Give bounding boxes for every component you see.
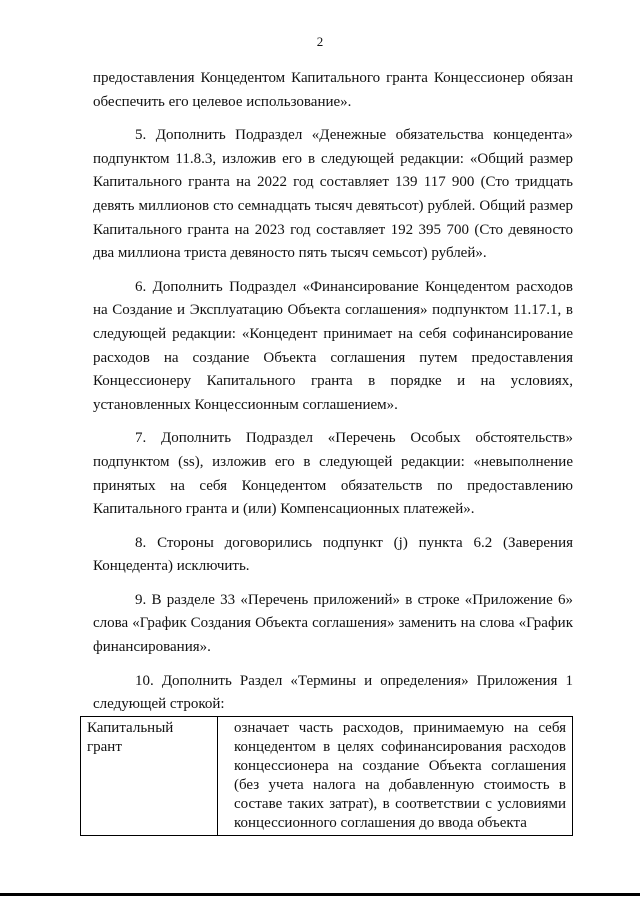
terms-table [80, 716, 573, 836]
table-row [81, 717, 573, 836]
paragraph-item-8: 8. Стороны договорились подпункт (j) пункта 6.2 (Заверения Концедента) исключить. [93, 534, 573, 575]
paragraph-item-5: 5. Дополнить Подраздел «Денежные обязательства концедента» подпунктом 11.8.3, изложив его в следующей редакции: «Общий размер Капитального гранта на 2022 год составляет 139 117 900 (Сто тридцать девять миллионов сто семнадцать тысяч девятьсот) рублей. Общий размер Капитального гранта на 2023 год составляет 192 395 700 (Сто девяносто два миллиона триста девяносто пять тысяч семьсот) рублей». [93, 127, 573, 262]
paragraph-item-7: 7. Дополнить Подраздел «Перечень Особых обстоятельств» подпунктом (ss), изложив его в следующей редакции: «невыполнение принятых на себя Концедентом обязательств по предоставлению Капитального гранта и (или) Компенсационных платежей». [93, 430, 573, 518]
paragraph-item-9: 9. В разделе 33 «Перечень приложений» в строке «Приложение 6» слова «График Создания Объекта соглашения» заменить на слова «График финансирования». [93, 591, 573, 656]
scan-edge-line [0, 893, 640, 896]
paragraph-item-6: 6. Дополнить Подраздел «Финансирование Концедентом расходов на Создание и Эксплуатацию Объекта соглашения» подпунктом 11.17.1, в следующей редакции: «Концедент принимает на себя софинансирование расходов на создание Объекта соглашения путем предоставления Концессионеру Капитального гранта в порядке и на условиях, установленных Концессионным соглашением». [93, 278, 573, 413]
paragraph-item-10: 10. Дополнить Раздел «Термины и определения» Приложения 1 следующей строкой: [93, 672, 573, 713]
definition-cell: означает часть расходов, принимаемую на себя концедентом в целях софинансирования расходов концессионера на создание Объекта соглашения (без учета налога на добавленную стоимость в составе таких затрат), в соответствии с условиями концессионного соглашения до ввода объекта [218, 717, 573, 836]
term-cell: Капитальный грант [81, 717, 218, 836]
paragraph-continuation: предоставления Концедентом Капитального гранта Концессионер обязан обеспечить его целевое использование». [93, 70, 573, 110]
document-body [93, 67, 573, 727]
page-number: 2 [316, 34, 324, 49]
